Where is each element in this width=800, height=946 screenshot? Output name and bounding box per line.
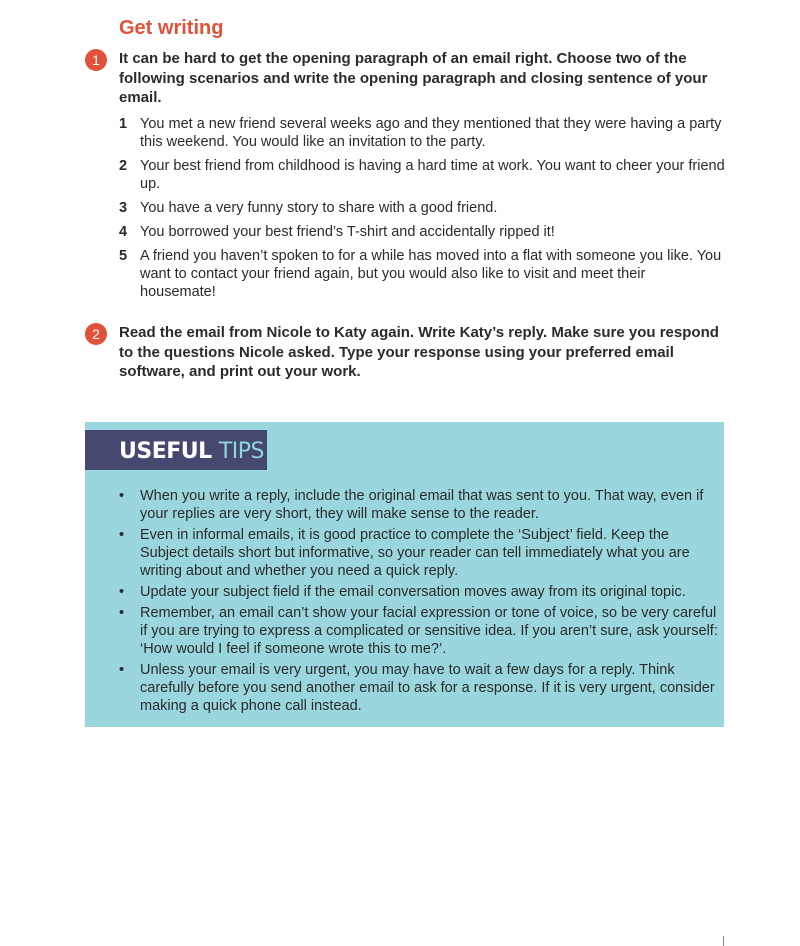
scenario-text: You have a very funny story to share with a good friend. [140,199,498,216]
task-1 [85,49,725,307]
task-2-instructions: Read the email from Nicole to Katy again. Write Katy’s reply. Make sure you respond to the questions Nicole asked. Type your response using your preferred email software, and print out your work. [119,324,719,380]
scenario-number: 2 [119,157,128,174]
scenario-text: A friend you haven’t spoken to for a while has moved into a flat with someone you like. You want to contact your friend again, but you would also like to visit and meet their housemate! [140,247,722,300]
bullet-icon: • [119,527,125,543]
tip-item [119,526,719,580]
scenario-text: You borrowed your best friend’s T-shirt and accidentally ripped it! [140,223,555,240]
scenario-item [119,199,725,217]
scenario-number: 5 [119,247,128,264]
tip-text: Even in informal emails, it is good practice to complete the ‘Subject’ field. Keep the Subject details short but informative, so your reader can tell immediately what you are writing about and whether you need a quick reply. [140,527,690,579]
tip-item [119,661,719,715]
tip-text: Update your subject field if the email conversation moves away from its original topic. [140,584,686,600]
scenario-text: You met a new friend several weeks ago and they mentioned that they were having a party this weekend. You would like an invitation to the party. [140,115,722,150]
bullet-icon: • [119,605,125,621]
tip-text: When you write a reply, include the original email that was sent to you. That way, even if your replies are very short, they will make sense to the reader. [140,488,704,522]
tip-text: Remember, an email can’t show your facial expression or tone of voice, so be very careful if you are trying to express a complicated or sensitive idea. If you aren’t sure, ask yourself: ‘How would I feel if someone wrote this to me?’. [140,605,718,657]
task-1-instructions: It can be hard to get the opening paragraph of an email right. Choose two of the following scenarios and write the opening paragraph and closing sentence of your email. [119,50,708,106]
scenario-list [119,115,725,301]
scenario-item [119,115,725,151]
scenario-number: 1 [119,115,128,132]
task-2 [85,323,725,382]
task-number-badge: 1 [85,49,107,71]
scenario-item [119,247,725,301]
useful-tips-box [85,422,724,727]
bullet-icon: • [119,662,125,678]
tip-text: Unless your email is very urgent, you may have to wait a few days for a reply. Think carefully before you send another email to ask for a response. If it is very urgent, consider making a quick phone call instead. [140,662,715,714]
section-heading: Get writing [119,17,224,39]
tip-item [119,583,719,601]
scenario-number: 4 [119,223,128,240]
tips-list [119,487,719,718]
tips-title-word1: USEFUL [119,439,212,464]
scenario-item [119,157,725,193]
tip-item [119,487,719,523]
scenario-item [119,223,725,241]
bullet-icon: • [119,584,125,600]
scenario-text: Your best friend from childhood is having a hard time at work. You want to cheer your friend up. [140,157,725,192]
footer-divider [723,936,724,946]
task-number-badge: 2 [85,323,107,345]
tip-item [119,604,719,658]
bullet-icon: • [119,488,125,504]
tips-title-word2: TIPS [218,439,264,464]
tips-title [85,430,267,470]
scenario-number: 3 [119,199,128,216]
